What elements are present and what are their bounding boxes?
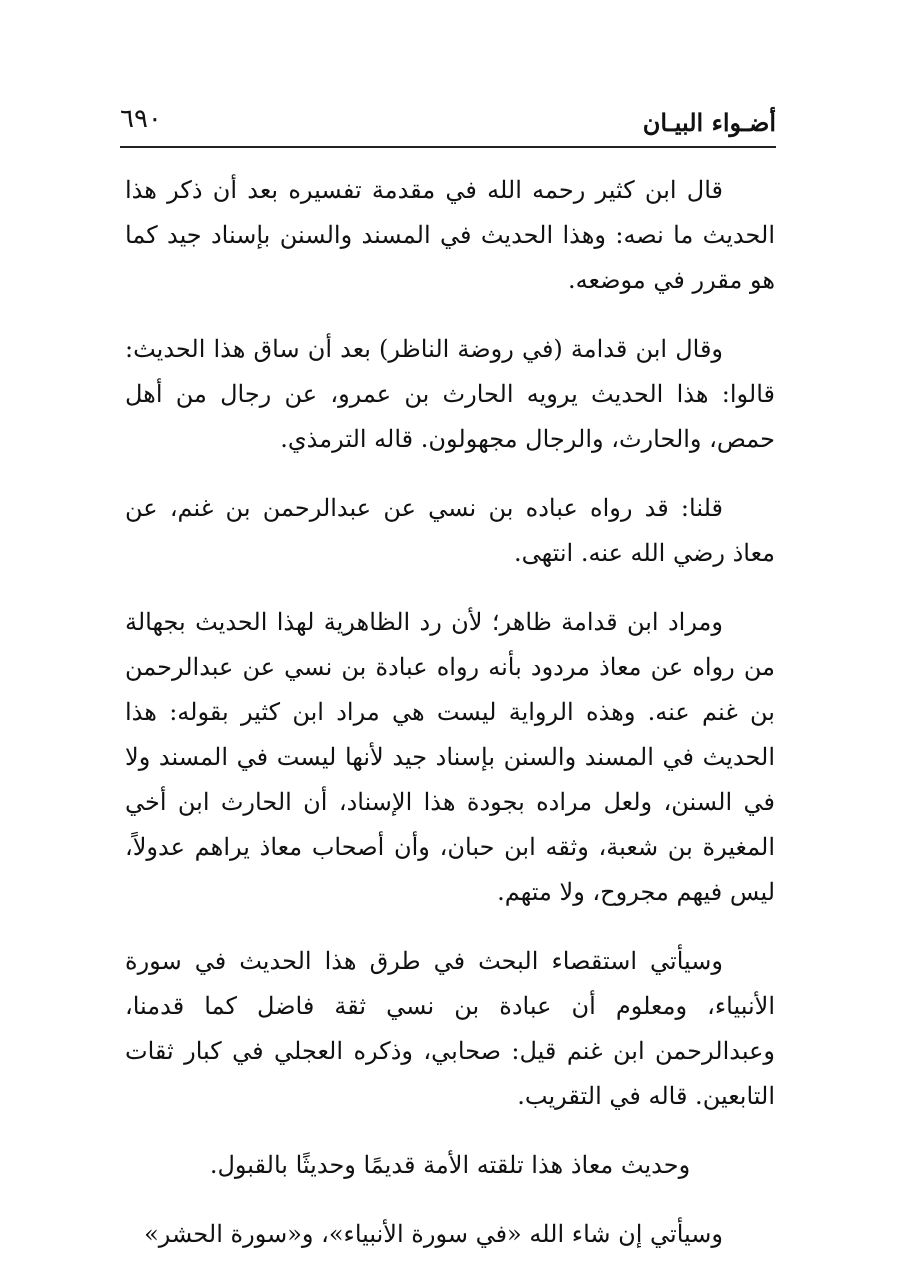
page-header <box>120 100 776 144</box>
paragraph-sayati-istiqsa: وسيأتي استقصاء البحث في طرق هذا الحديث في سورة الأنبياء، ومعلوم أن عبادة بن نسي ثقة فاضل كما قدمنا، وعبدالرحمن ابن غنم قيل: صحابي، وذكره العجلي في كبار ثقات التابعين. قاله في التقريب. <box>125 947 775 1110</box>
paragraph-qulna: قلنا: قد رواه عباده بن نسي عن عبدالرحمن بن غنم، عن معاذ رضي الله عنه. انتهى. <box>125 494 775 567</box>
paragraph-hadith-muadh: وحديث معاذ هذا تلقته الأمة قديمًا وحديثًا بالقبول. <box>209 1151 691 1179</box>
book-title: أضـواء البيـان <box>642 108 776 137</box>
paragraph-ibn-qudama: وقال ابن قدامة (في روضة الناظر) بعد أن ساق هذا الحديث: قالوا: هذا الحديث يرويه الحارث بن عمرو، عن رجال من أهل حمص، والحارث، والرجال مجهولون. قاله الترمذي. <box>125 335 775 453</box>
page-number: ٦٩٠ <box>120 104 162 134</box>
header-divider <box>120 146 776 148</box>
paragraph-sayati-surah: وسيأتي إن شاء الله «في سورة الأنبياء»، و«سورة الحشر» <box>144 1220 723 1248</box>
paragraph-ibn-kathir: قال ابن كثير رحمه الله في مقدمة تفسيره بعد أن ذكر هذا الحديث ما نصه: وهذا الحديث في المسند والسنن بإسناد جيد كما هو مقرر في موضعه. <box>125 176 775 294</box>
paragraph-murad-ibn-qudama: ومراد ابن قدامة ظاهر؛ لأن رد الظاهرية لهذا الحديث بجهالة من رواه عن معاذ مردود بأنه رواه عبادة بن نسي عن عبدالرحمن بن غنم عنه. وهذه الرواية ليست هي مراد ابن كثير بقوله: هذا الحديث في المسند والسنن بإسناد جيد لأنها ليست في المسند ولا في السنن، ولعل مراده بجودة هذا الإسناد، أن الحارث ابن أخي المغيرة بن شعبة، وثقه ابن حبان، وأن أصحاب معاذ يراهم عدولاً، ليس فيهم مجروح، ولا متهم. <box>125 608 775 906</box>
page-body <box>125 168 775 1281</box>
